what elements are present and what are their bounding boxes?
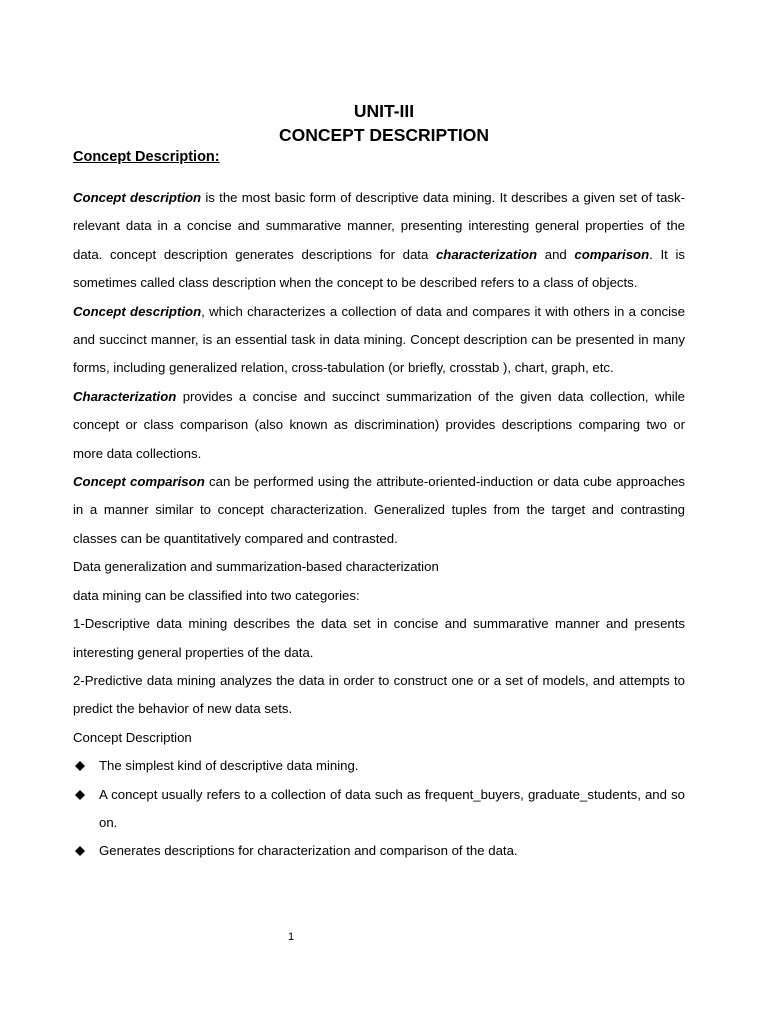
paragraph-concept-description-tasks <box>73 298 685 383</box>
document-body <box>73 184 685 866</box>
diamond-bullet-icon <box>75 790 85 800</box>
emphasis-term: Concept comparison <box>73 474 205 490</box>
bullet-text: The simplest kind of descriptive data mining. <box>99 758 359 774</box>
paragraph-concept-description-label: Concept Description <box>73 729 192 745</box>
paragraph-categories: data mining can be classified into two categories: <box>73 587 360 603</box>
emphasis-term: comparison <box>574 246 650 262</box>
paragraph-characterization <box>73 383 685 468</box>
bullet-item <box>73 781 685 838</box>
paragraph-descriptive: 1-Descriptive data mining describes the data set in concise and summarative manner and presents interesting general properties of the data. <box>73 616 685 660</box>
emphasis-term: Concept description <box>73 190 202 205</box>
paragraph-text: , which characterizes a collection of data and compares it with others in a concise and succinct manner, is an essential task in data mining. Concept description can be presented in many forms, including generalized relation, cross-tabulation (or briefly, crosstab ), chart, graph, etc. <box>73 303 685 376</box>
bullet-text: Generates descriptions for characterization and comparison of the data. <box>99 843 518 859</box>
paragraph-text: is the most basic form of descriptive data mining. It describes a given set of task-relevant data in a concise and summarative manner, presenting interesting general properties of the data. concept description generates descriptions for data <box>73 190 685 262</box>
paragraph-predictive: 2-Predictive data mining analyzes the data in order to construct one or a set of models, and attempts to predict the behavior of new data sets. <box>73 672 685 717</box>
emphasis-term: Characterization <box>73 388 177 404</box>
bullet-list <box>73 752 685 866</box>
page-title: CONCEPT DESCRIPTION <box>278 125 490 145</box>
paragraph-concept-description <box>73 184 685 298</box>
bullet-text: A concept usually refers to a collection of data such as frequent_buyers, graduate_students, and so on. <box>99 786 685 830</box>
bullet-item <box>73 837 685 865</box>
unit-heading: UNIT-III <box>353 101 415 121</box>
diamond-bullet-icon <box>75 846 85 856</box>
paragraph-text: . It is sometimes called class description when the concept to be described refers to a class of objects. <box>73 246 685 291</box>
emphasis-term: characterization <box>435 246 538 262</box>
section-heading: Concept Description: <box>73 149 220 165</box>
diamond-bullet-icon <box>75 761 85 771</box>
paragraph-concept-comparison <box>73 468 685 553</box>
paragraph-text: can be performed using the attribute-oriented-induction or data cube approaches in a manner similar to concept characterization. Generalized tuples from the target and contrasting classes can be quantitatively compared and contrasted. <box>73 474 685 546</box>
paragraph-generalization: Data generalization and summarization-based characterization <box>73 559 439 575</box>
paragraph-text: and <box>537 246 575 262</box>
bullet-item <box>73 752 685 780</box>
emphasis-term: Concept description <box>73 303 202 319</box>
paragraph-text: provides a concise and succinct summarization of the given data collection, while concept or class comparison (also known as discrimination) provides descriptions comparing two or more data collections. <box>73 388 685 461</box>
page-number: 1 <box>287 931 295 943</box>
